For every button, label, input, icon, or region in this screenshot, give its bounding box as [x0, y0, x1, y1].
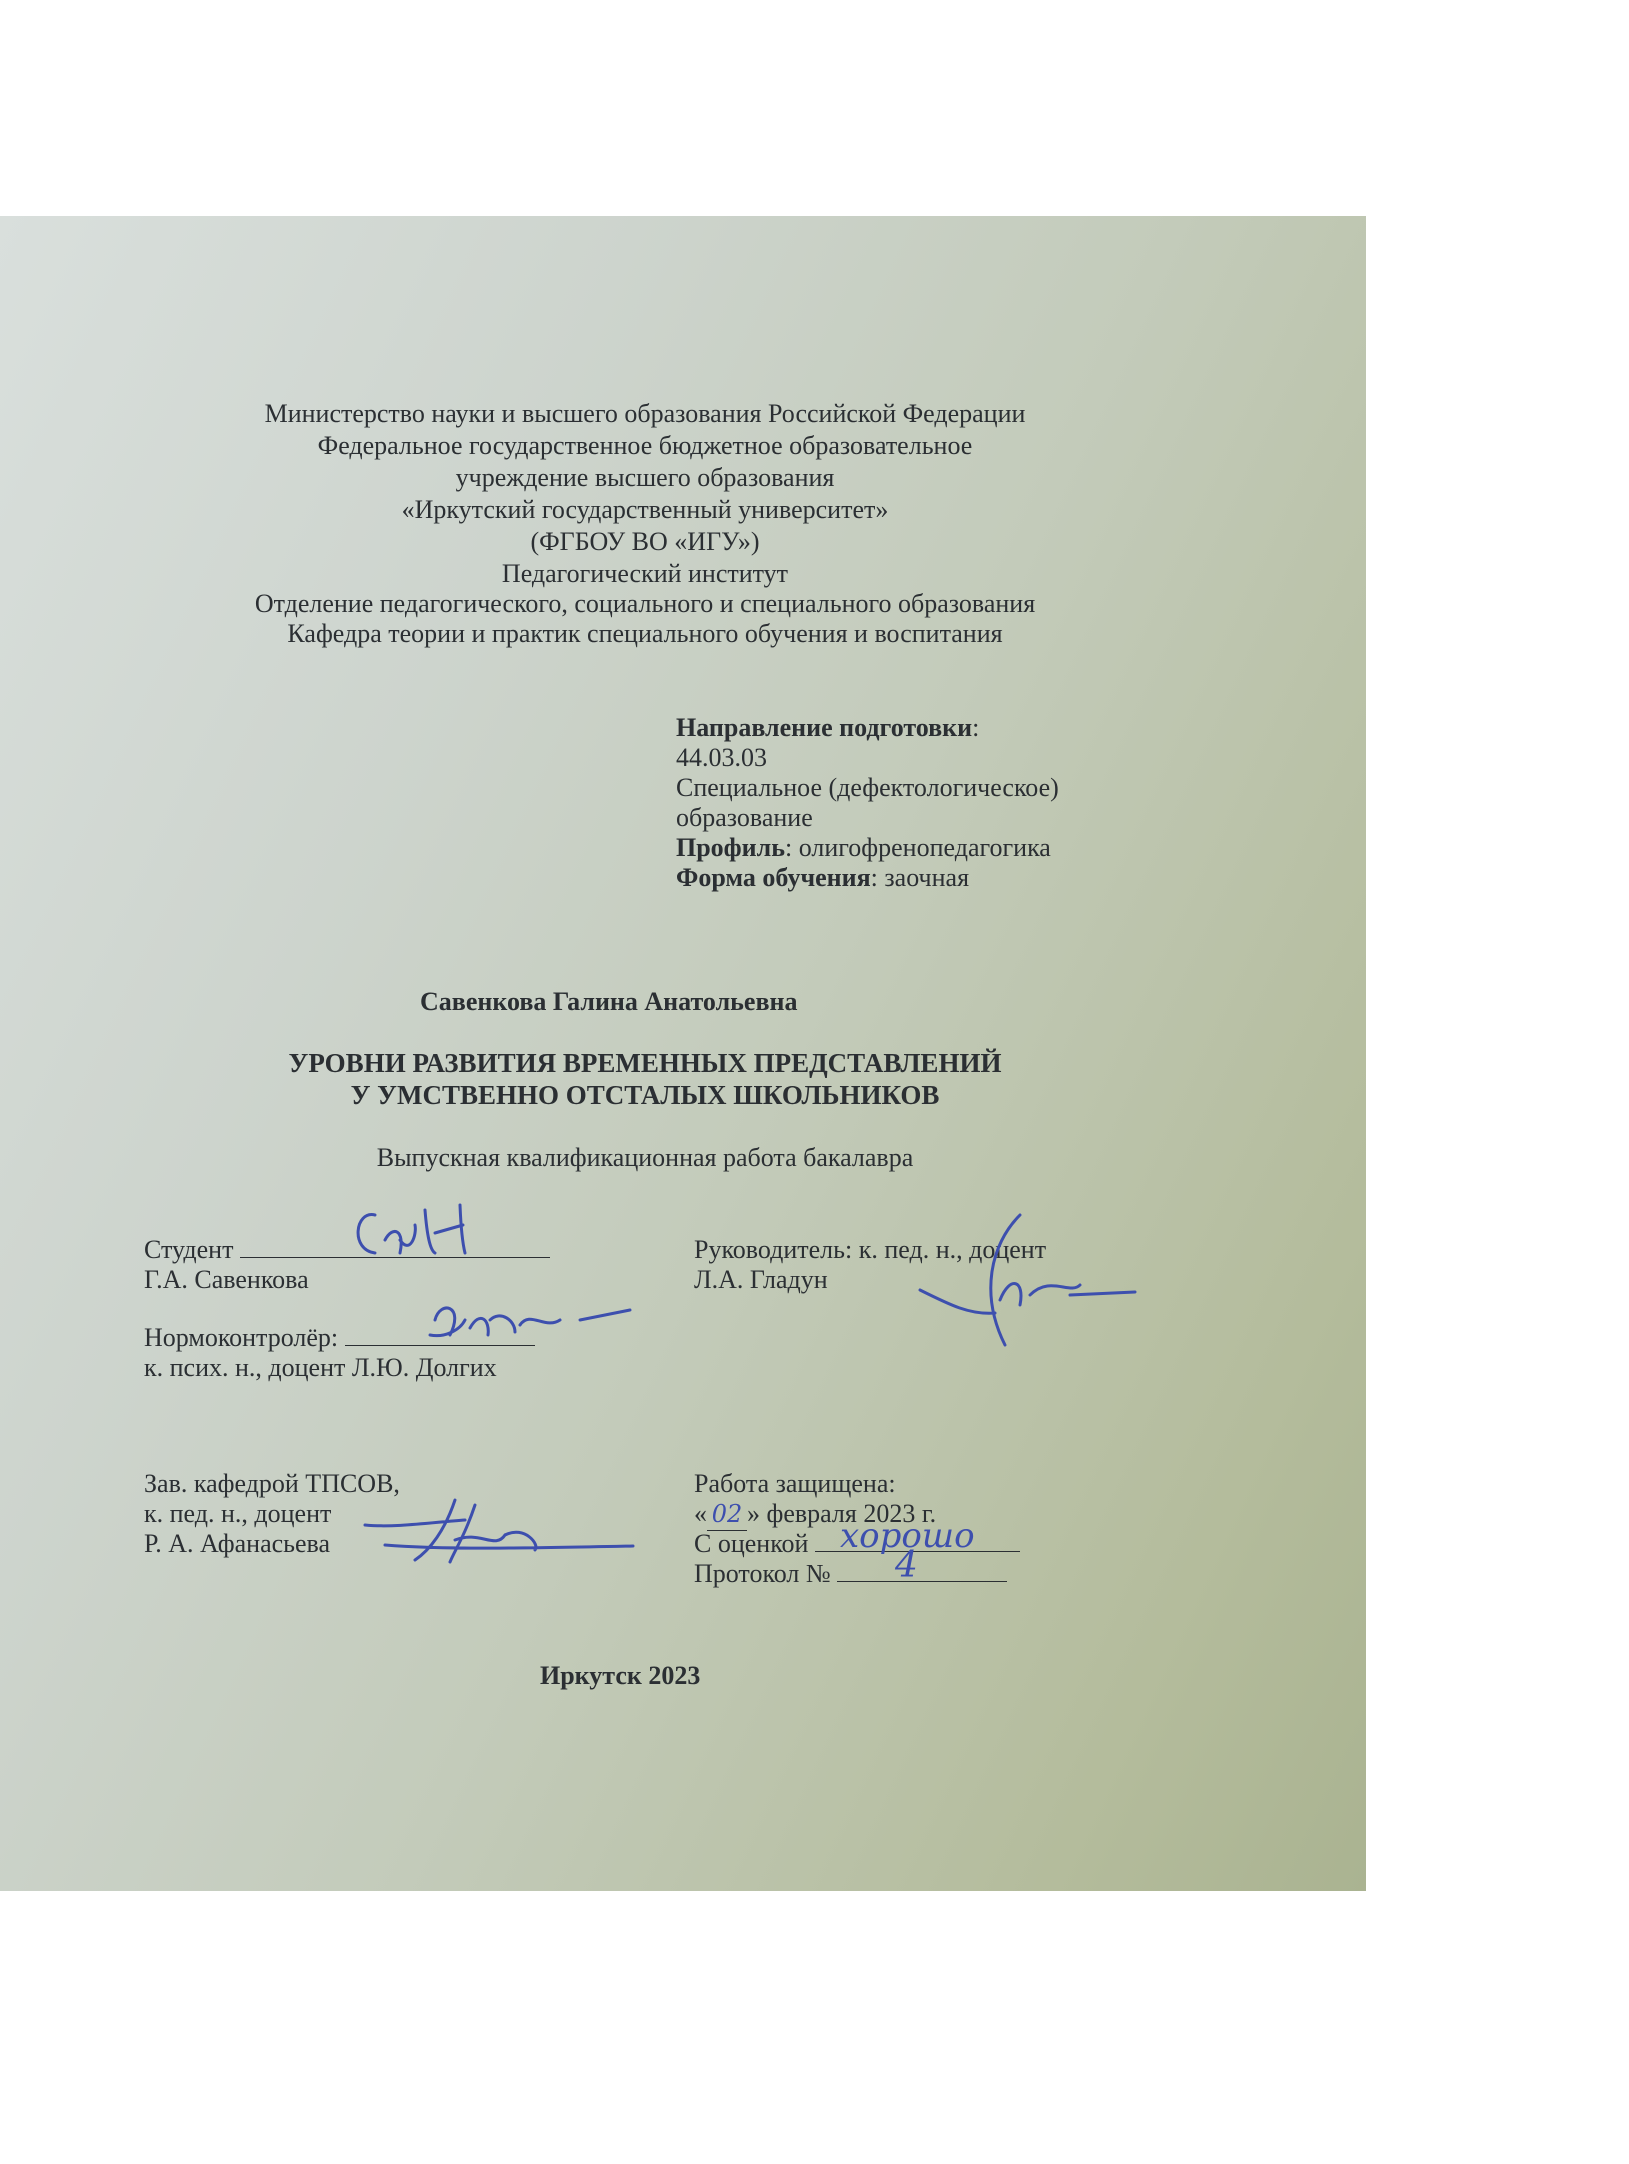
institution-line: Федеральное государственное бюджетное образовательное [317, 431, 973, 460]
supervisor-signature [900, 1205, 1140, 1355]
defense-date: « 02 » февраля 2023 г. [694, 1498, 936, 1531]
head-label: Зав. кафедрой ТПСОВ, [144, 1469, 400, 1498]
department-line: Отделение педагогического, социального и специального образования [254, 589, 1036, 618]
thesis-title-2: У УМСТВЕННО ОТСТАЛЫХ ШКОЛЬНИКОВ [350, 1080, 940, 1110]
ministry-line: Министерство науки и высшего образования Российской Федерации [264, 399, 1026, 428]
direction-name: Специальное (дефектологическое) [676, 773, 1059, 802]
normcontrol-signature [420, 1290, 640, 1350]
direction-name-2: образование [676, 803, 813, 832]
defense-day-handwritten: 02 [711, 1500, 743, 1528]
city-year: Иркутск 2023 [540, 1661, 701, 1690]
supervisor-label: Руководитель: к. пед. н., доцент [694, 1235, 1047, 1264]
university-abbr: (ФГБОУ ВО «ИГУ») [530, 527, 760, 556]
protocol-number-handwritten: 4 [895, 1545, 918, 1586]
head-degree: к. пед. н., доцент [144, 1499, 332, 1528]
student-label: Студент [144, 1234, 550, 1266]
grade-line: С оценкой [694, 1528, 1020, 1560]
thesis-title: УРОВНИ РАЗВИТИЯ ВРЕМЕННЫХ ПРЕДСТАВЛЕНИЙ [288, 1048, 1002, 1078]
grade-handwritten: хорошо [840, 1516, 975, 1556]
head-signature [355, 1490, 640, 1570]
student-signature [345, 1195, 505, 1265]
study-form: Форма обучения: заочная [676, 863, 970, 892]
direction-code: 44.03.03 [676, 743, 767, 772]
chair-line: Кафедра теории и практик специального обучения и воспитания [287, 619, 1003, 648]
institution-line-2: учреждение высшего образования [455, 463, 835, 492]
direction-label: Направление подготовки: [676, 713, 980, 742]
head-name: Р. А. Афанасьева [144, 1529, 331, 1558]
author-name: Савенкова Галина Анатольевна [420, 987, 798, 1016]
protocol-line: Протокол № [694, 1558, 1007, 1590]
institute-name: Педагогический институт [501, 559, 789, 588]
work-type: Выпускная квалификационная работа бакалавра [376, 1143, 914, 1172]
protected-label: Работа защищена: [694, 1469, 896, 1498]
normcontrol-name: к. псих. н., доцент Л.Ю. Долгих [144, 1353, 497, 1382]
supervisor-name: Л.А. Гладун [694, 1265, 828, 1294]
profile: Профиль: олигофренопедагогика [676, 833, 1051, 862]
university-name: «Иркутский государственный университет» [401, 495, 889, 524]
student-name: Г.А. Савенкова [144, 1265, 309, 1294]
normcontrol-label: Нормоконтролёр: [144, 1322, 535, 1354]
